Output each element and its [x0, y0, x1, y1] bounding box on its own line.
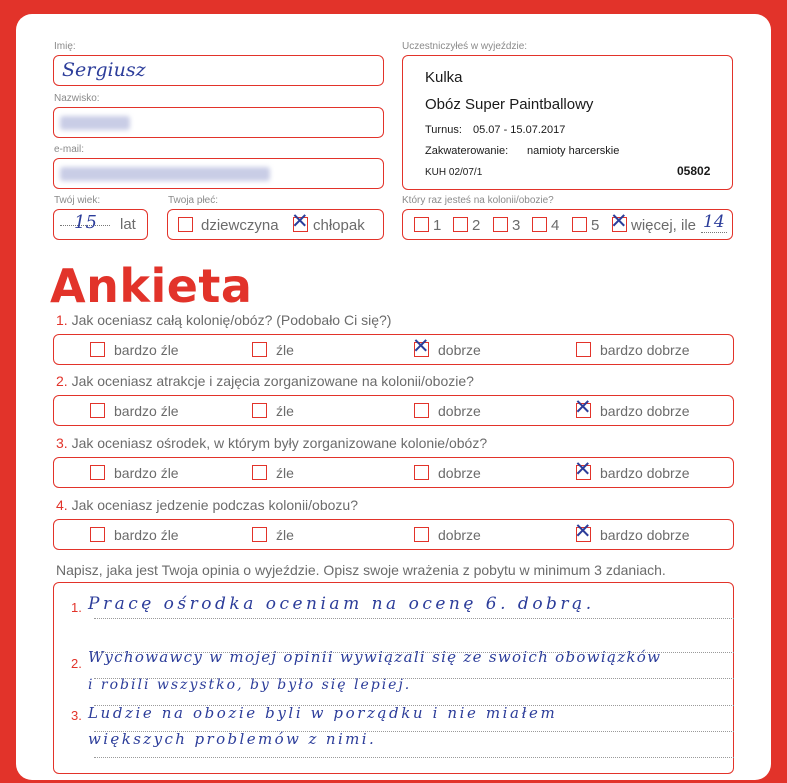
- checkbox-times-more[interactable]: [610, 209, 628, 233]
- question-2: [56, 373, 474, 389]
- times-more-value: 14: [703, 212, 725, 232]
- opinion-line-4: Ludzie na obozie byli w porządku i nie miałem: [88, 704, 558, 722]
- answer-option-label: bardzo dobrze: [600, 465, 690, 481]
- question-text: Jak oceniasz całą kolonię/obóz? (Podobało Ci się?): [71, 312, 392, 328]
- accommodation-label: Zakwaterowanie:: [425, 145, 509, 157]
- surname-field[interactable]: [53, 107, 384, 138]
- answer-checkbox[interactable]: [574, 457, 592, 481]
- gender-field: [167, 209, 384, 240]
- times-option-5: 5: [591, 217, 600, 234]
- answer-option-label: źle: [276, 527, 294, 543]
- email-field[interactable]: [53, 158, 384, 189]
- answer-checkbox[interactable]: [576, 342, 591, 357]
- question-number: 2.: [56, 373, 68, 389]
- check-mark-icon: ✕: [610, 209, 628, 233]
- opinion-number-2: 2.: [71, 656, 82, 671]
- opinion-line-3: i robili wszystko, by było się lepiej.: [88, 677, 412, 693]
- answer-checkbox[interactable]: [252, 527, 267, 542]
- answer-row-2: [53, 395, 734, 426]
- answer-row-3: [53, 457, 734, 488]
- opinion-line-5: większych problemów z nimi.: [88, 730, 377, 748]
- checkbox-times-3[interactable]: [493, 217, 508, 232]
- checkbox-chlopak[interactable]: [291, 209, 309, 233]
- times-label: Który raz jesteś na kolonii/obozie?: [402, 195, 554, 206]
- question-text: Jak oceniasz ośrodek, w którym były zorganizowane kolonie/obóz?: [71, 435, 488, 451]
- answer-checkbox[interactable]: [414, 403, 429, 418]
- check-mark-icon: ✕: [574, 395, 592, 419]
- survey-sheet: [16, 14, 771, 780]
- answer-option-label: bardzo dobrze: [600, 527, 690, 543]
- camp-name: Obóz Super Paintballowy: [425, 96, 594, 113]
- age-value: 15: [74, 212, 97, 233]
- age-field[interactable]: [53, 209, 148, 240]
- answer-row-1: [53, 334, 734, 365]
- opinion-line-2: Wychowawcy w mojej opinii wywiązali się ze swoich obowiązków: [88, 648, 662, 666]
- answer-checkbox[interactable]: [574, 519, 592, 543]
- answer-option-label: bardzo źle: [114, 465, 179, 481]
- answer-checkbox[interactable]: [252, 465, 267, 480]
- answer-checkbox[interactable]: [90, 342, 105, 357]
- answer-option-label: dobrze: [438, 465, 481, 481]
- times-option-1: 1: [433, 217, 442, 234]
- ruled-line: [94, 757, 734, 758]
- answer-checkbox[interactable]: [252, 403, 267, 418]
- question-text: Jak oceniasz jedzenie podczas kolonii/obozu?: [71, 497, 358, 513]
- answer-checkbox[interactable]: [574, 395, 592, 419]
- gender-label: Twoja płeć:: [168, 195, 219, 206]
- times-field: [402, 209, 733, 240]
- answer-checkbox[interactable]: [252, 342, 267, 357]
- times-option-4: 4: [551, 217, 560, 234]
- check-mark-icon: ✕: [574, 457, 592, 481]
- answer-option-label: bardzo źle: [114, 527, 179, 543]
- question-3: [56, 435, 487, 451]
- question-number: 1.: [56, 312, 68, 328]
- answer-checkbox[interactable]: [90, 465, 105, 480]
- opinion-line-1: Pracę ośrodka oceniam na ocenę 6. dobrą.: [88, 594, 595, 614]
- answer-checkbox[interactable]: [90, 403, 105, 418]
- email-label: e-mail:: [54, 144, 85, 155]
- redacted-email: [60, 167, 270, 181]
- accommodation-value: namioty harcerskie: [527, 145, 620, 157]
- answer-checkbox[interactable]: [414, 527, 429, 542]
- opinion-number-1: 1.: [71, 600, 82, 615]
- answer-option-label: dobrze: [438, 527, 481, 543]
- times-option-2: 2: [472, 217, 481, 234]
- trip-code: KUH 02/07/1: [425, 167, 483, 178]
- question-text: Jak oceniasz atrakcje i zajęcia zorganizowane na kolonii/obozie?: [71, 373, 474, 389]
- answer-option-label: bardzo dobrze: [600, 342, 690, 358]
- opinion-prompt: Napisz, jaka jest Twoja opinia o wyjeździe. Opisz swoje wrażenia z pobytu w minimum 3 zdaniach.: [56, 562, 666, 578]
- option-dziewczyna: dziewczyna: [201, 217, 279, 234]
- answer-option-label: źle: [276, 403, 294, 419]
- question-number: 3.: [56, 435, 68, 451]
- age-label: Twój wiek:: [54, 195, 101, 206]
- checkbox-dziewczyna[interactable]: [178, 217, 193, 232]
- times-dotted-line: [701, 232, 727, 233]
- answer-checkbox[interactable]: [412, 334, 430, 358]
- answer-option-label: źle: [276, 342, 294, 358]
- trip-name: Kulka: [425, 69, 463, 86]
- surname-label: Nazwisko:: [54, 93, 100, 104]
- checkbox-times-5[interactable]: [572, 217, 587, 232]
- name-value: Sergiusz: [62, 59, 146, 81]
- survey-title: Ankieta: [50, 259, 253, 313]
- answer-row-4: [53, 519, 734, 550]
- option-chlopak: chłopak: [313, 217, 365, 234]
- checkbox-times-4[interactable]: [532, 217, 547, 232]
- checkbox-times-1[interactable]: [414, 217, 429, 232]
- trip-label: Uczestniczyłeś w wyjeździe:: [402, 41, 528, 52]
- ruled-line: [94, 618, 734, 619]
- answer-option-label: bardzo źle: [114, 342, 179, 358]
- question-4: [56, 497, 358, 513]
- answer-option-label: bardzo dobrze: [600, 403, 690, 419]
- turnus-value: 05.07 - 15.07.2017: [473, 124, 566, 136]
- answer-option-label: źle: [276, 465, 294, 481]
- times-option-3: 3: [512, 217, 521, 234]
- answer-option-label: dobrze: [438, 403, 481, 419]
- trip-info-box: [402, 55, 733, 190]
- check-mark-icon: ✕: [291, 209, 309, 233]
- check-mark-icon: ✕: [574, 519, 592, 543]
- opinion-number-3: 3.: [71, 708, 82, 723]
- answer-checkbox[interactable]: [414, 465, 429, 480]
- answer-option-label: bardzo źle: [114, 403, 179, 419]
- form-number: 05802: [677, 164, 711, 178]
- turnus-label: Turnus:: [425, 124, 462, 136]
- check-mark-icon: ✕: [412, 334, 430, 358]
- answer-checkbox[interactable]: [90, 527, 105, 542]
- age-unit: lat: [120, 216, 136, 233]
- name-field[interactable]: [53, 55, 384, 86]
- checkbox-times-2[interactable]: [453, 217, 468, 232]
- question-number: 4.: [56, 497, 68, 513]
- name-label: Imię:: [54, 41, 76, 52]
- question-1: [56, 312, 391, 328]
- times-more-label: więcej, ile: [631, 217, 697, 234]
- answer-option-label: dobrze: [438, 342, 481, 358]
- redacted-surname: [60, 116, 130, 130]
